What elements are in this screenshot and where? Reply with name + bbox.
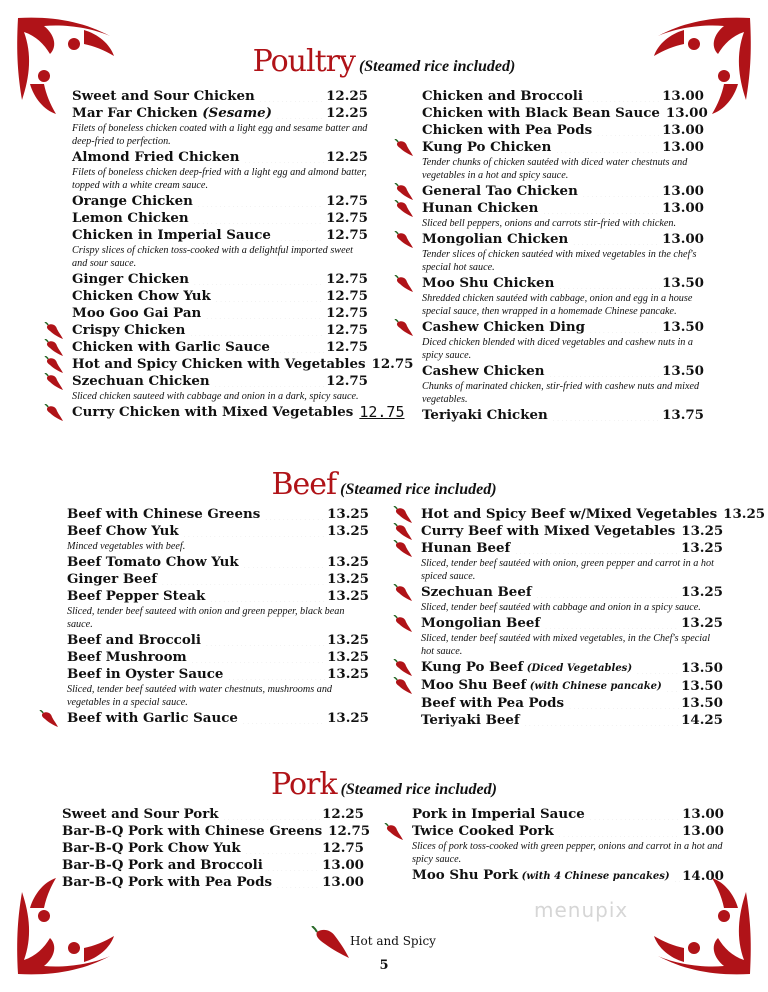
menu-item-price: 13.25	[681, 584, 723, 600]
menu-item-name: Chicken with Black Bean Sauce	[422, 105, 660, 121]
menu-item-note: (Diced Vegetables)	[523, 663, 633, 674]
menu-item	[422, 275, 704, 318]
menu-item-price: 13.00	[662, 183, 704, 199]
chili-pepper-icon	[394, 200, 414, 218]
dot-leader	[243, 153, 324, 163]
dot-leader	[589, 810, 680, 820]
menu-item-name: Orange Chicken	[72, 193, 193, 209]
dot-leader	[568, 699, 679, 709]
beef-title: Beef	[271, 467, 337, 502]
menu-item-name: Teriyaki Beef	[421, 712, 520, 728]
menu-item	[72, 356, 414, 373]
menu-item	[422, 407, 704, 424]
menu-item-description: Tender chunks of chicken sautéed with diced water chestnuts and vegetables in a hot and spicy sauce.	[422, 157, 688, 181]
menu-item	[62, 840, 364, 857]
dot-leader	[223, 810, 321, 820]
menu-item	[422, 122, 704, 139]
menu-item	[67, 506, 369, 523]
menu-item-price: 13.00	[322, 857, 364, 873]
menu-item	[72, 305, 368, 322]
beef-subtitle: (Steamed rice included)	[340, 481, 497, 498]
dot-leader	[558, 279, 660, 289]
chili-pepper-icon	[394, 139, 414, 157]
menu-item-name: Beef with Garlic Sauce	[67, 710, 238, 726]
menu-item	[422, 231, 704, 274]
dot-leader	[587, 92, 660, 102]
dot-leader	[242, 714, 325, 724]
menu-item-name: Beef with Chinese Greens	[67, 506, 261, 522]
menu-item	[72, 288, 368, 305]
dot-leader	[596, 126, 660, 136]
menu-item-name: Mar Far Chicken (Sesame)	[72, 105, 272, 121]
pork-section-title	[0, 767, 768, 802]
menu-item-name: Chicken with Pea Pods	[422, 122, 593, 138]
menu-item-price: 12.75	[326, 288, 368, 304]
dot-leader	[189, 326, 324, 336]
menu-item	[72, 403, 405, 421]
menu-item-name: Bar-B-Q Pork Chow Yuk	[62, 840, 241, 856]
pork-subtitle: (Steamed rice included)	[340, 781, 497, 798]
menu-item-price: 12.75	[326, 322, 368, 338]
menu-item	[421, 712, 723, 729]
menu-item-price: 12.25	[322, 806, 364, 822]
dot-leader	[197, 197, 324, 207]
menu-item-price: 13.25	[327, 506, 369, 522]
menu-item-name: Chicken in Imperial Sauce	[72, 227, 271, 243]
dot-leader	[205, 309, 324, 319]
chili-pepper-icon	[44, 404, 64, 422]
menu-item-name: Beef Chow Yuk	[67, 523, 179, 539]
menu-item-price: 12.25	[326, 105, 368, 121]
menu-item-name: Chicken with Garlic Sauce	[72, 339, 270, 355]
menu-item	[72, 339, 368, 356]
menu-item-price: 13.25	[681, 523, 724, 539]
dot-leader	[589, 323, 660, 333]
menu-item-price: 13.00	[665, 105, 708, 121]
chili-pepper-icon	[393, 506, 413, 524]
menu-item-price: 13.00	[662, 231, 704, 247]
menu-item-price: 12.75	[326, 373, 368, 389]
menu-item	[72, 322, 368, 339]
menu-item	[422, 200, 704, 230]
menu-item-name: Sweet and Sour Chicken	[72, 88, 255, 104]
dot-leader	[227, 670, 325, 680]
menu-item-price: 13.50	[662, 275, 704, 291]
dot-leader	[209, 592, 325, 602]
dot-leader	[214, 377, 324, 387]
beef-right-column	[421, 506, 766, 729]
menu-item-price: 14.00	[682, 868, 724, 884]
menu-item	[67, 571, 369, 588]
chili-pepper-icon	[394, 231, 414, 249]
menu-item-name-extra: (Sesame)	[197, 105, 272, 121]
dot-leader	[275, 231, 324, 241]
chili-pepper-icon	[384, 823, 404, 841]
dot-leader	[674, 872, 680, 882]
menu-item	[422, 105, 708, 122]
chili-pepper-icon	[44, 373, 64, 391]
menu-item	[67, 666, 369, 709]
menu-item-description: Tender slices of chicken sautéed with mixed vegetables in the chef's special hot sauce.	[422, 249, 697, 273]
menu-item-price: 13.00	[662, 88, 704, 104]
menu-item	[421, 506, 766, 523]
menu-item-name: Chicken Chow Yuk	[72, 288, 211, 304]
dot-leader	[267, 861, 320, 871]
chili-pepper-icon	[393, 584, 413, 602]
menu-item-description: Minced vegetables with beef.	[67, 541, 186, 552]
menu-item	[62, 874, 364, 891]
menu-item-price: 12.25	[326, 149, 368, 165]
menu-item-description: Sliced chicken sauteed with cabbage and onion in a dark, spicy sauce.	[72, 391, 359, 402]
menu-item	[72, 149, 368, 192]
menu-item-price: 13.75	[662, 407, 704, 423]
menu-item-price: 12.75	[371, 356, 414, 372]
dot-leader	[548, 367, 660, 377]
dot-leader	[183, 527, 325, 537]
chili-pepper-icon	[393, 615, 413, 633]
dot-leader	[636, 664, 679, 674]
menu-item-name: Szechuan Beef	[421, 584, 532, 600]
menu-item-name: Beef with Pea Pods	[421, 695, 565, 711]
menu-item-name: Sweet and Sour Pork	[62, 806, 219, 822]
menu-item	[67, 710, 369, 727]
menu-item-description: Sliced, tender beef sautéed with onion, green pepper and carrot in a hot spiced sauce.	[421, 558, 714, 582]
menu-item-price: 13.25	[723, 506, 766, 522]
menu-item-price: 13.00	[682, 823, 724, 839]
menu-item-price: 13.25	[327, 666, 369, 682]
dot-leader	[524, 716, 679, 726]
menu-item-name: Moo Goo Gai Pan	[72, 305, 202, 321]
menu-item	[421, 695, 723, 712]
dot-leader	[514, 544, 679, 554]
menu-item-price: 13.00	[662, 122, 704, 138]
menu-item-name: Lemon Chicken	[72, 210, 189, 226]
chili-pepper-icon	[393, 659, 413, 677]
menu-item-price: 12.75	[326, 305, 368, 321]
dot-leader	[259, 92, 324, 102]
menu-item-description: Filets of boneless chicken deep-fried with a light egg and almond batter, topped with a white cream sauce.	[72, 167, 367, 191]
menu-item	[72, 227, 368, 270]
menu-item	[72, 373, 368, 403]
dot-leader	[544, 619, 679, 629]
menu-item-name: Twice Cooked Pork	[412, 823, 554, 839]
menu-item	[422, 363, 704, 406]
dot-leader	[193, 275, 324, 285]
menu-item-price: 13.25	[327, 632, 369, 648]
menu-item	[72, 88, 368, 105]
dot-leader	[161, 575, 325, 585]
menu-item-name: Beef and Broccoli	[67, 632, 201, 648]
pork-left-column	[62, 806, 371, 891]
dot-leader	[243, 558, 325, 568]
dot-leader	[666, 682, 679, 692]
chili-pepper-icon	[394, 275, 414, 293]
menu-item-name: Mongolian Chicken	[422, 231, 569, 247]
menu-item-price: 12.75	[328, 823, 371, 839]
menu-item-description: Diced chicken blended with diced vegetables and cashew nuts in a spicy sauce.	[422, 337, 694, 361]
dot-leader	[264, 510, 325, 520]
hot-and-spicy-legend: Hot and Spicy	[350, 934, 436, 948]
menu-item-name: Almond Fried Chicken	[72, 149, 240, 165]
menu-item	[62, 823, 371, 840]
menu-item-name: Moo Shu Beef (with Chinese pancake)	[421, 677, 662, 693]
chili-pepper-icon	[393, 523, 413, 541]
menu-item-price: 13.25	[681, 540, 723, 556]
chili-pepper-icon	[393, 677, 413, 695]
chili-pepper-icon	[44, 339, 64, 357]
pork-right-column	[412, 806, 724, 885]
menu-item-name: Beef Tomato Chow Yuk	[67, 554, 239, 570]
menu-item	[421, 659, 723, 677]
poultry-section-title	[0, 44, 768, 79]
poultry-left-column	[72, 88, 414, 421]
menu-item-price: 12.75	[326, 339, 368, 355]
menu-item	[72, 210, 368, 227]
menu-item	[412, 806, 724, 823]
menu-item	[421, 615, 723, 658]
chili-pepper-icon	[44, 356, 64, 374]
menu-item-name: Teriyaki Chicken	[422, 407, 548, 423]
dot-leader	[245, 844, 320, 854]
menu-item-price: 14.25	[681, 712, 723, 728]
menu-item-name: Moo Shu Pork (with 4 Chinese pancakes)	[412, 867, 670, 883]
menu-item-price: 13.25	[327, 523, 369, 539]
menu-item-price: 13.00	[662, 200, 704, 216]
dot-leader	[276, 109, 324, 119]
dot-leader	[536, 588, 679, 598]
menu-item-price: 13.25	[327, 554, 369, 570]
dot-leader	[276, 878, 320, 888]
menu-item-price: 13.50	[662, 363, 704, 379]
chili-pepper-icon	[394, 319, 414, 337]
dot-leader	[274, 343, 324, 353]
dot-leader	[555, 143, 660, 153]
menu-item	[421, 677, 723, 695]
menu-item-name: Szechuan Chicken	[72, 373, 210, 389]
menu-item-description: Filets of boneless chicken coated with a light egg and sesame batter and deep-fried to perfection.	[72, 123, 368, 147]
menu-item-name: Beef Mushroom	[67, 649, 187, 665]
menu-item-price: 13.25	[327, 588, 369, 604]
chili-pepper-icon	[394, 183, 414, 201]
menu-item-name: Mongolian Beef	[421, 615, 541, 631]
menu-item-name: Pork in Imperial Sauce	[412, 806, 585, 822]
dot-leader	[215, 292, 324, 302]
menu-item	[422, 139, 704, 182]
menu-item-price: 12.75	[326, 227, 368, 243]
menu-item-price: 12.75	[326, 210, 368, 226]
menu-item-description: Sliced, tender beef sautéed with water chestnuts, mushrooms and vegetables in a special sauce.	[67, 684, 333, 708]
dot-leader	[558, 827, 680, 837]
menu-item-note: (with Chinese pancake)	[526, 681, 662, 692]
menu-item-price: 12.75	[359, 403, 405, 421]
watermark: menupix	[534, 898, 629, 922]
menu-item-name: Curry Beef with Mixed Vegetables	[421, 523, 676, 539]
menu-item	[72, 193, 368, 210]
poultry-right-column	[422, 88, 708, 424]
pork-title: Pork	[271, 767, 337, 802]
menu-item	[62, 806, 364, 823]
menu-item-price: 12.25	[326, 88, 368, 104]
menu-item-name: Beef Pepper Steak	[67, 588, 206, 604]
dot-leader	[191, 653, 325, 663]
poultry-subtitle: (Steamed rice included)	[358, 58, 516, 75]
menu-item	[67, 649, 369, 666]
dot-leader	[552, 411, 660, 421]
dot-leader	[205, 636, 325, 646]
menu-item-note: (with 4 Chinese pancakes)	[518, 871, 670, 882]
menu-item	[422, 88, 704, 105]
menu-item	[67, 632, 369, 649]
dot-leader	[193, 214, 324, 224]
menu-item	[67, 554, 369, 571]
menu-item-price: 13.00	[682, 806, 724, 822]
menu-item-description: Shredded chicken sautéed with cabbage, onion and egg in a house special sauce, then wrapped in a homemade Chinese pancake.	[422, 293, 693, 317]
menu-item-name: Hot and Spicy Chicken with Vegetables	[72, 356, 366, 372]
menu-item-description: Chunks of marinated chicken, stir-fried with cashew nuts and mixed vegetables.	[422, 381, 700, 405]
menu-item-price: 13.50	[681, 678, 723, 694]
menu-item-description: Sliced, tender beef sautéed with cabbage and onion in a spicy sauce.	[421, 602, 701, 613]
menu-item-name: Hot and Spicy Beef w/Mixed Vegetables	[421, 506, 718, 522]
menu-item-price: 12.75	[326, 271, 368, 287]
page-number: 5	[379, 958, 389, 973]
menu-item	[422, 183, 704, 200]
menu-item	[67, 523, 369, 553]
dot-leader	[542, 204, 660, 214]
menu-item-name: Moo Shu Chicken	[422, 275, 555, 291]
poultry-title: Poultry	[252, 44, 355, 79]
menu-item-name: Bar-B-Q Pork with Pea Pods	[62, 874, 272, 890]
menu-item-price: 12.75	[322, 840, 364, 856]
menu-item-name: Kung Po Beef (Diced Vegetables)	[421, 659, 633, 675]
menu-item-description: Crispy slices of chicken toss-cooked with a delightful imported sweet and sour sauce.	[72, 245, 353, 269]
menu-item-description: Slices of pork toss-cooked with green pepper, onions and carrot in a hot and spicy sauce.	[412, 841, 723, 865]
menu-item-name: Hunan Chicken	[422, 200, 539, 216]
menu-item-name: Ginger Chicken	[72, 271, 190, 287]
menu-item-name: Curry Chicken with Mixed Vegetables	[72, 404, 354, 420]
chili-pepper-icon	[39, 710, 59, 728]
dot-leader	[582, 187, 660, 197]
menu-item-name: Cashew Chicken Ding	[422, 319, 585, 335]
menu-item-price: 13.50	[681, 660, 723, 676]
menu-item	[72, 271, 368, 288]
chili-pepper-icon	[393, 540, 413, 558]
chili-pepper-icon	[311, 926, 351, 960]
menu-item	[72, 105, 368, 148]
chili-pepper-icon	[44, 322, 64, 340]
menu-item-name: Hunan Beef	[421, 540, 511, 556]
menu-item	[412, 823, 724, 866]
dot-leader	[572, 235, 660, 245]
menu-item-name: Kung Po Chicken	[422, 139, 552, 155]
menu-item-name: Crispy Chicken	[72, 322, 186, 338]
menu-item-name: General Tao Chicken	[422, 183, 578, 199]
menu-item-name: Cashew Chicken	[422, 363, 545, 379]
menu-item-description: Sliced bell peppers, onions and carrots stir-fried with chicken.	[422, 218, 677, 229]
menu-item	[67, 588, 369, 631]
menu-item-name: Bar-B-Q Pork and Broccoli	[62, 857, 263, 873]
menu-item	[421, 540, 723, 583]
menu-item-price: 13.50	[681, 695, 723, 711]
menu-item-price: 13.25	[327, 571, 369, 587]
menu-item-name: Ginger Beef	[67, 571, 157, 587]
beef-left-column	[67, 506, 369, 727]
menu-item-description: Sliced, tender beef sauteed with onion and green pepper, black bean sauce.	[67, 606, 345, 630]
beef-section-title	[0, 467, 768, 502]
menu-item	[412, 867, 724, 885]
menu-item-price: 13.25	[681, 615, 723, 631]
menu-item	[421, 584, 723, 614]
menu-item-price: 13.00	[322, 874, 364, 890]
menu-item-description: Sliced, tender beef sautéed with mixed vegetables, in the Chef's special hot sauce.	[421, 633, 711, 657]
menu-item-name: Bar-B-Q Pork with Chinese Greens	[62, 823, 323, 839]
menu-item-name: Chicken and Broccoli	[422, 88, 583, 104]
menu-item	[422, 319, 704, 362]
menu-item-price: 13.00	[662, 139, 704, 155]
menu-item	[62, 857, 364, 874]
menu-item-price: 12.75	[326, 193, 368, 209]
menu-item-price: 13.25	[327, 710, 369, 726]
menu-item-price: 13.50	[662, 319, 704, 335]
menu-item-price: 13.25	[327, 649, 369, 665]
menu-item	[421, 523, 723, 540]
menu-item-name: Beef in Oyster Sauce	[67, 666, 224, 682]
